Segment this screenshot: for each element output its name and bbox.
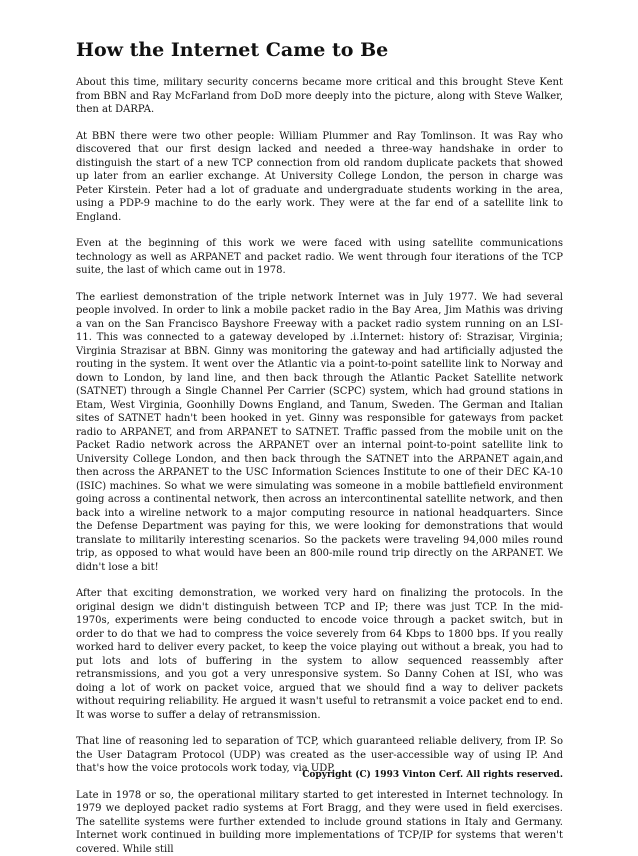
document-page (76, 38, 563, 813)
paragraph-5: After that exciting demonstration, we worked very hard on finalizing the protocols. In the original design we didn't distinguish between TCP and IP; there was just TCP. In the mid-1970s, experiments were being conducted to encode voice through a packet switch, but in order to do that we had to compress the voice severely from 64 Kbps to 1800 bps. If you really worked hard to deliver every packet, to keep the voice playing out without a break, you had to put lots and lots of buffering in the system to allow sequenced reassembly after retransmissions, and you got a very unresponsive system. So Danny Cohen at ISI, who was doing a lot of work on packet voice, argued that we should find a way to deliver packets without requiring reliability. He argued it wasn't useful to retransmit a voice packet end to end. It was worse to suffer a delay of retransmission. (76, 587, 563, 722)
paragraph-7: Late in 1978 or so, the operational military started to get interested in Internet technology. In 1979 we deployed packet radio systems at Fort Bragg, and they were used in field exercises. The satellite systems were further extended to include ground stations in Italy and Germany. Internet work continued in building more implementations of TCP/IP for systems that weren't covered. While still (76, 789, 563, 856)
copyright-footer: Copyright (C) 1993 Vinton Cerf. All rights reserved. (76, 769, 563, 781)
page-title: How the Internet Came to Be (76, 38, 563, 62)
paragraph-1: About this time, military security concerns became more critical and this brought Steve Kent from BBN and Ray McFarland from DoD more deeply into the picture, along with Steve Walker, then at DARPA. (76, 76, 563, 117)
paragraph-4: The earliest demonstration of the triple network Internet was in July 1977. We had several people involved. In order to link a mobile packet radio in the Bay Area, Jim Mathis was driving a van on the San Francisco Bayshore Freeway with a packet radio system running on an LSI-11. This was connected to a gateway developed by .i.Internet: history of: Strazisar, Virginia; Virginia Strazisar at BBN. Ginny was monitoring the gateway and had artificially adjusted the routing in the system. It went over the Atlantic via a point-to-point satellite link to Norway and down to London, by land line, and then back through the Atlantic Packet Satellite network (SATNET) through a Single Channel Per Carrier (SCPC) system, which had ground stations in Etam, West Virginia, Goonhilly Downs England, and Tanum, Sweden. The German and Italian sites of SATNET hadn't been hooked in yet. Ginny was responsible for gateways from packet radio to ARPANET, and from ARPANET to SATNET. Traffic passed from the mobile unit on the Packet Radio network across the ARPANET over an internal point-to-point satellite link to University College London, and then back through the SATNET into the ARPANET again,and then across the ARPANET to the USC Information Sciences Institute to one of their DEC KA-10 (ISIC) machines. So what we were simulating was someone in a mobile battlefield environment going across a continental network, then across an intercontinental satellite network, and then back into a wireline network to a major computing resource in national headquarters. Since the Defense Department was paying for this, we were looking for demonstrations that would translate to militarily interesting scenarios. So the packets were traveling 94,000 miles round trip, as opposed to what would have been an 800-mile round trip directly on the ARPANET. We didn't lose a bit! (76, 291, 563, 575)
paragraph-3: Even at the beginning of this work we were faced with using satellite communications technology as well as ARPANET and packet radio. We went through four iterations of the TCP suite, the last of which came out in 1978. (76, 237, 563, 278)
paragraph-6: That line of reasoning led to separation of TCP, which guaranteed reliable delivery, from IP. So the User Datagram Protocol (UDP) was created as the user-accessible way of using IP. And that's how the voice protocols work today, via UDP. (76, 735, 563, 776)
paragraph-2: At BBN there were two other people: William Plummer and Ray Tomlinson. It was Ray who discovered that our first design lacked and needed a three-way handshake in order to distinguish the start of a new TCP connection from old random duplicate packets that showed up later from an earlier exchange. At University College London, the person in charge was Peter Kirstein. Peter had a lot of graduate and undergraduate students working in the area, using a PDP-9 machine to do the early work. They were at the far end of a satellite link to England. (76, 130, 563, 225)
